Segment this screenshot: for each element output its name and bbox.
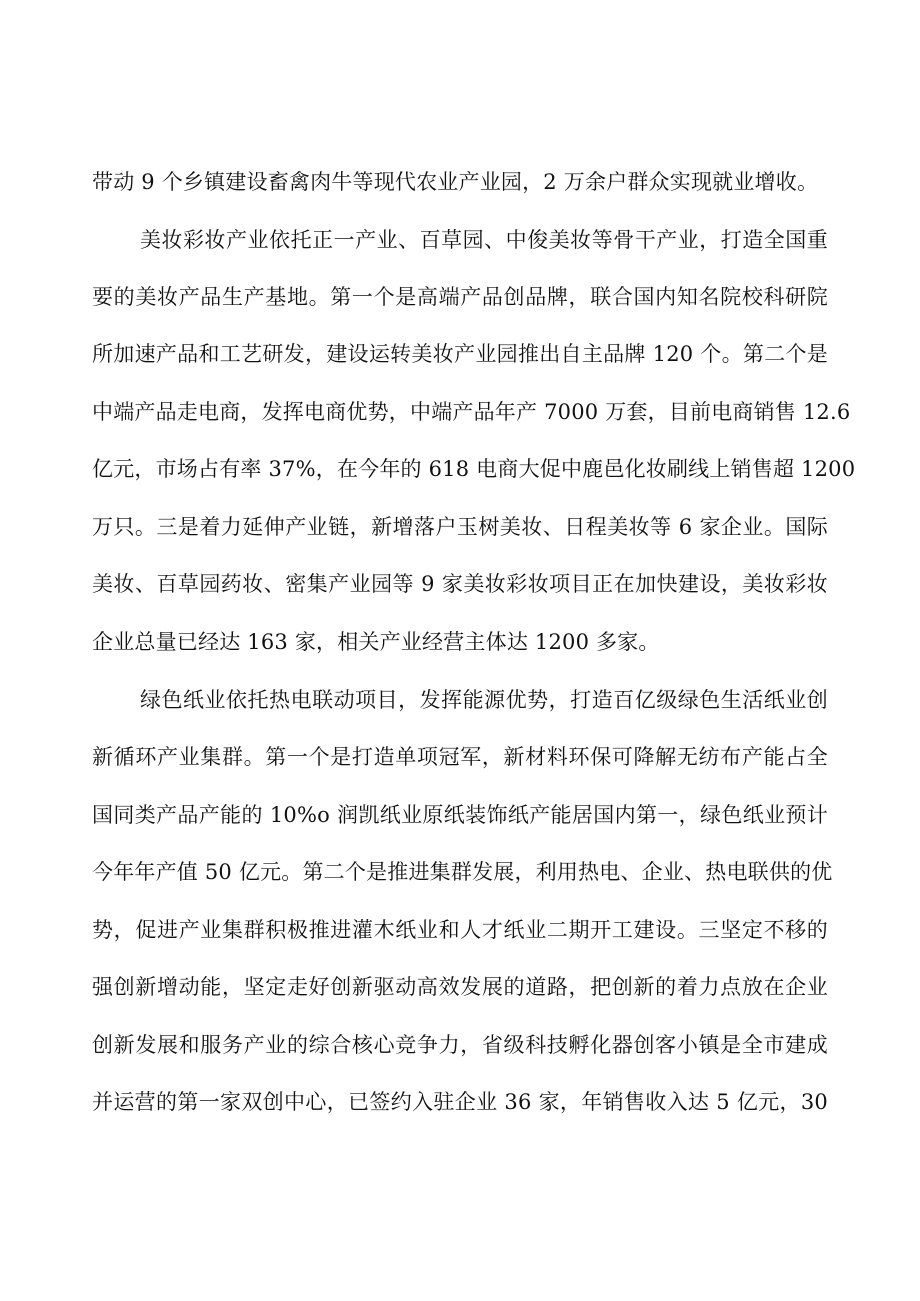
text-line: 带动 9 个乡镇建设畜禽肉牛等现代农业产业园，2 万余户群众实现就业增收。 <box>92 170 819 194</box>
text-line: 美妆、百草园药妆、密集产业园等 9 家美妆彩妆项目正在加快建设，美妆彩妆 <box>92 572 828 596</box>
text-line: 要的美妆产品生产基地。第一个是高端产品创品牌，联合国内知名院校科研院 <box>92 285 828 309</box>
text-line: 创新发展和服务产业的综合核心竞争力，省级科技孵化器创客小镇是全市建成 <box>92 1033 828 1057</box>
text-line: 亿元，市场占有率 37%，在今年的 618 电商大促中鹿邑化妆刷线上销售超 1200 <box>92 457 856 481</box>
text-line: 国同类产品产能的 10%o 润凯纸业原纸装饰纸产能居国内第一，绿色纸业预计 <box>92 803 828 827</box>
text-line: 强创新增动能，坚定走好创新驱动高效发展的道路，把创新的着力点放在企业 <box>92 975 828 999</box>
text-line: 所加速产品和工艺研发，建设运转美妆产业园推出自主品牌 120 个。第二个是 <box>92 342 828 366</box>
text-line: 美妆彩妆产业依托正一产业、百草园、中俊美妆等骨干产业，打造全国重 <box>140 228 828 252</box>
text-line: 中端产品走电商，发挥电商优势，中端产品年产 7000 万套，目前电商销售 12.6 <box>92 400 851 424</box>
text-line: 绿色纸业依托热电联动项目，发挥能源优势，打造百亿级绿色生活纸业创 <box>140 688 828 712</box>
text-line: 新循环产业集群。第一个是打造单项冠军，新材料环保可降解无纺布产能占全 <box>92 745 828 769</box>
text-line: 今年年产值 50 亿元。第二个是推进集群发展，利用热电、企业、热电联供的优 <box>92 860 833 884</box>
text-line: 并运营的第一家双创中心，已签约入驻企业 36 家，年销售收入达 5 亿元，30 <box>92 1090 828 1114</box>
text-line: 万只。三是着力延伸产业链，新增落户玉树美妆、日程美妆等 6 家企业。国际 <box>92 515 828 539</box>
document-page <box>92 150 856 1150</box>
text-line: 企业总量已经达 163 家，相关产业经营主体达 1200 多家。 <box>92 630 660 654</box>
text-line: 势，促进产业集群积极推进灌木纸业和人才纸业二期开工建设。三坚定不移的 <box>92 918 828 942</box>
